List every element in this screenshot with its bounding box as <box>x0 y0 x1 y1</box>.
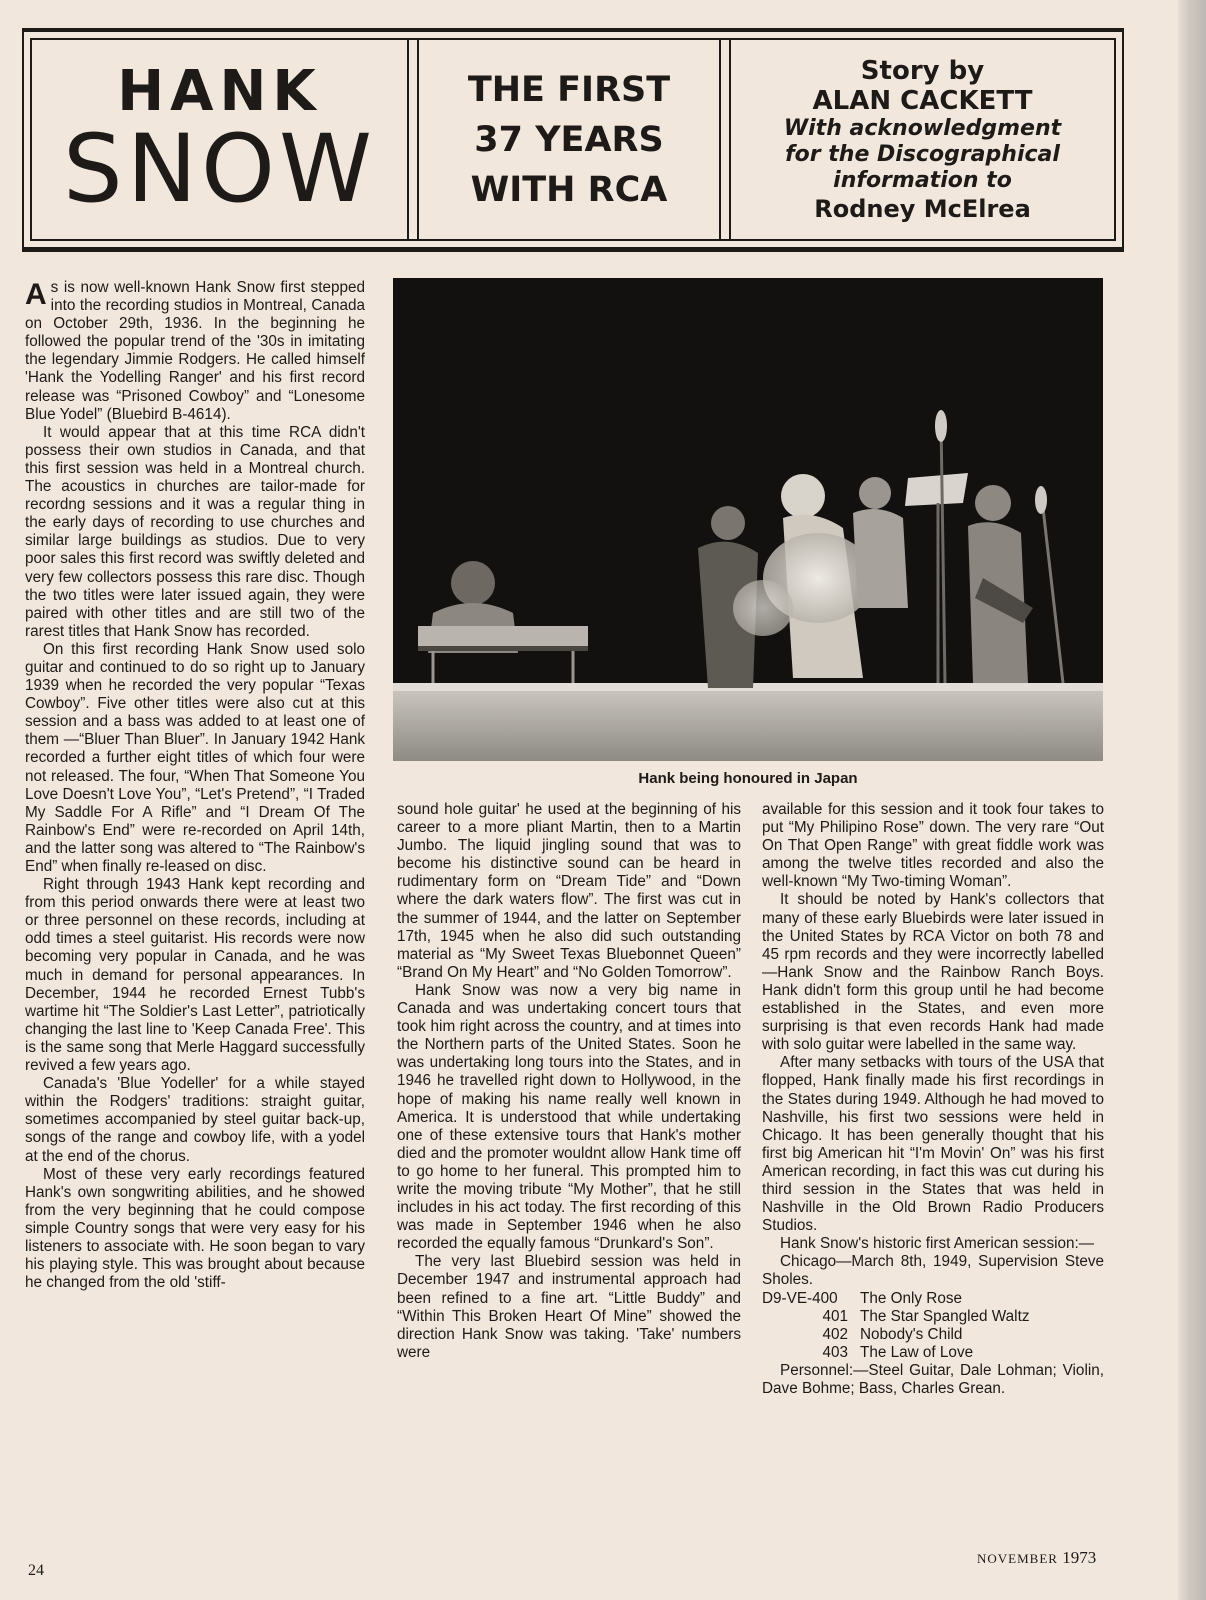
matrix-number: D9-VE-400 <box>762 1289 838 1307</box>
discography-list <box>762 1290 1104 1362</box>
paragraph: sound hole guitar' he used at the beginning of his career to a more pliant Martin, then to a Martin Jumbo. The liquid jingling sound that was to become his distinctive sound can be heard in rudimentary form on “Dream Tide” and “Down where the dark waters flow”. The first was cut in the summer of 1944, and the latter on September 17th, 1945 when he also did such outstanding material as “My Sweet Texas Bluebonnet Queen” “Brand On My Heart” and “No Golden Tomorrow”. <box>397 801 741 981</box>
article-column-3 <box>762 801 1104 1398</box>
article-column-2 <box>397 801 741 1362</box>
acknowledgment-line: information to <box>833 167 1012 193</box>
drop-cap: A <box>25 278 47 311</box>
discography-row <box>762 1308 1104 1326</box>
acknowledged-name: Rodney McElrea <box>814 194 1031 223</box>
matrix-number: 402 <box>822 1325 848 1343</box>
title-hank: HANK <box>117 58 322 124</box>
paragraph: Hank Snow was now a very big name in Canada and was undertaking concert tours that took him right across the country, and at times into the Northern parts of the United States. Soon he was undertaking long tours into the States, and in 1946 he travelled right down to Hollywood, in the hope of making his name really well known in America. It is understood that while undertaking one of these extensive tours that Hank's mother died and the promoter wouldnt allow Hank time off to go home to her funeral. This prompted him to write the moving tribute “My Mother”, that he still includes in his act today. The first recording of this was made in September 1946 when he also recorded the equally famous “Drunkard's Son”. <box>397 981 741 1253</box>
paragraph: Canada's 'Blue Yodeller' for a while stayed within the Rodgers' traditions: straight guitar, sometimes accompanied by steel guitar back-up, songs of the range and cowboy life, with a yodel at the end of the chorus. <box>25 1075 365 1165</box>
song-title: The Star Spangled Waltz <box>860 1307 1030 1325</box>
subtitle-cell <box>419 40 719 239</box>
page-number: 24 <box>28 1562 44 1579</box>
discography-row <box>762 1326 1104 1344</box>
author-name: ALAN CACKETT <box>812 85 1033 116</box>
subtitle-line: THE FIRST <box>467 69 671 110</box>
discography-row <box>762 1290 1104 1308</box>
paragraph: After many setbacks with tours of the USA that flopped, Hank finally made his first recordings in the States during 1949. Although he had moved to Nashville, his first two sessions were held in Chicago. It has been generally thought that his first big American hit “I'm Movin' On” was his first American recording, in fact this was cut during his third session in the States that was held in Nashville in the Old Brown Radio Producers Studios. <box>762 1054 1104 1235</box>
title-snow: SNOW <box>63 114 376 224</box>
stage-photo <box>393 278 1103 761</box>
subtitle-line: 37 YEARS <box>474 119 664 160</box>
paragraph: It would appear that at this time RCA didn't possess their own studios in Canada, and that this first session was held in a Montreal church. The acoustics in churches are tailor-made for recordng sessions and it was a regular thing in the early days of recording to use churches and similar large buildings as studios. Due to very poor sales this first record was swiftly deleted and very few collectors possess this rare disc. Though the two titles were later issued again, they were paired with other titles and are still two of the rarest titles that Hank Snow has recorded. <box>25 423 365 640</box>
paragraph: The very last Bluebird session was held in December 1947 and instrumental approach had been refined to a fine art. “Little Buddy” and “Within This Broken Heart Of Mine” showed the direction Hank Snow was taking. 'Take' numbers were <box>397 1253 741 1361</box>
paragraph-text: s is now well-known Hank Snow first stepped into the recording studios in Montreal, Canada on October 29th, 1936. In the beginning he followed the popular trend of the '30s in imitating the legendary Jimmie Rodgers. He called himself 'Hank the Yodelling Ranger' and his first record release was “Prisoned Cowboy” and “Lonesome Blue Yodel” (Bluebird B-4614). <box>25 279 365 423</box>
title-divider <box>719 40 731 239</box>
paragraph: available for this session and it took four takes to put “My Philipino Rose” down. The very rare “Out On That Open Range” with great fiddle work was among the twelve titles recorded and also the well-known “My Two-timing Woman”. <box>762 801 1104 891</box>
paragraph: Right through 1943 Hank kept recording and from this period onwards there were at least two or three personnel on these records, including at odd times a steel guitarist. His records were now becoming very popular in Canada, and he was much in demand for personal appearances. In December, 1944 he recorded Ernest Tubb's wartime hit “The Soldier's Last Letter”, patriotically changing the last line to 'Keep Canada Free'. This is the same song that Merle Haggard successfully revived a few years ago. <box>25 876 365 1075</box>
issue-year: 1973 <box>1062 1548 1097 1567</box>
byline-cell <box>731 40 1114 239</box>
acknowledgment-line: With acknowledgment <box>783 115 1062 141</box>
acknowledgment-line: for the Discographical <box>785 141 1060 167</box>
song-title: The Only Rose <box>860 1289 963 1307</box>
paragraph <box>25 279 365 424</box>
issue-month: NOVEMBER <box>977 1551 1058 1566</box>
matrix-number: 401 <box>822 1307 848 1325</box>
paragraph: Most of these very early recordings featured Hank's own songwriting abilities, and he showed from the very beginning that he could compose simple Country songs that were very easy for his listeners to associate with. He soon began to vary his playing style. This was brought about because he changed from the old 'stiff- <box>25 1165 365 1292</box>
paragraph: Chicago—March 8th, 1949, Supervision Steve Sholes. <box>762 1253 1104 1289</box>
paragraph: On this first recording Hank Snow used solo guitar and continued to do so right up to January 1939 when he recorded the very popular “Texas Cowboy”. Five other titles were also cut at this session and a bass was added to at least one of them —“Bluer Than Bluer”. In January 1942 Hank recorded a further eight titles of which four were not released. The four, “When That Someone You Love Doesn't Love You”, “Let's Pretend”, “I Traded My Saddle For A Rifle” and “I Dream Of The Rainbow's End” were re-recorded on April 14th, and the latter song was altered to “The Rainbow's End” when finally re-leased on disc. <box>25 640 365 875</box>
title-box <box>22 28 1124 252</box>
title-divider <box>407 40 419 239</box>
issue-date <box>977 1548 1096 1568</box>
matrix-number: 403 <box>822 1343 848 1361</box>
song-title: The Law of Love <box>860 1343 974 1361</box>
title-name-cell <box>32 40 407 239</box>
story-by: Story by <box>860 55 985 86</box>
photo-caption: Hank being honoured in Japan <box>638 770 858 787</box>
paragraph: Personnel:—Steel Guitar, Dale Lohman; Violin, Dave Bohme; Bass, Charles Grean. <box>762 1361 1104 1397</box>
discography-row <box>762 1344 1104 1362</box>
paragraph: It should be noted by Hank's collectors that many of these early Bluebirds were later issued in the United States by RCA Victor on both 78 and 45 rpm records and they were incorrectly labelled—Hank Snow and the Rainbow Ranch Boys. Hank didn't form this group until he had become established in the States, and even more surprising is that even records Hank had made with solo guitar were labelled in the same way. <box>762 891 1104 1054</box>
subtitle-line: WITH RCA <box>470 169 668 210</box>
paragraph: Hank Snow's historic first American session:— <box>780 1235 1095 1253</box>
article-column-1 <box>25 279 365 1292</box>
page-edge <box>1178 0 1206 1600</box>
song-title: Nobody's Child <box>860 1325 963 1343</box>
